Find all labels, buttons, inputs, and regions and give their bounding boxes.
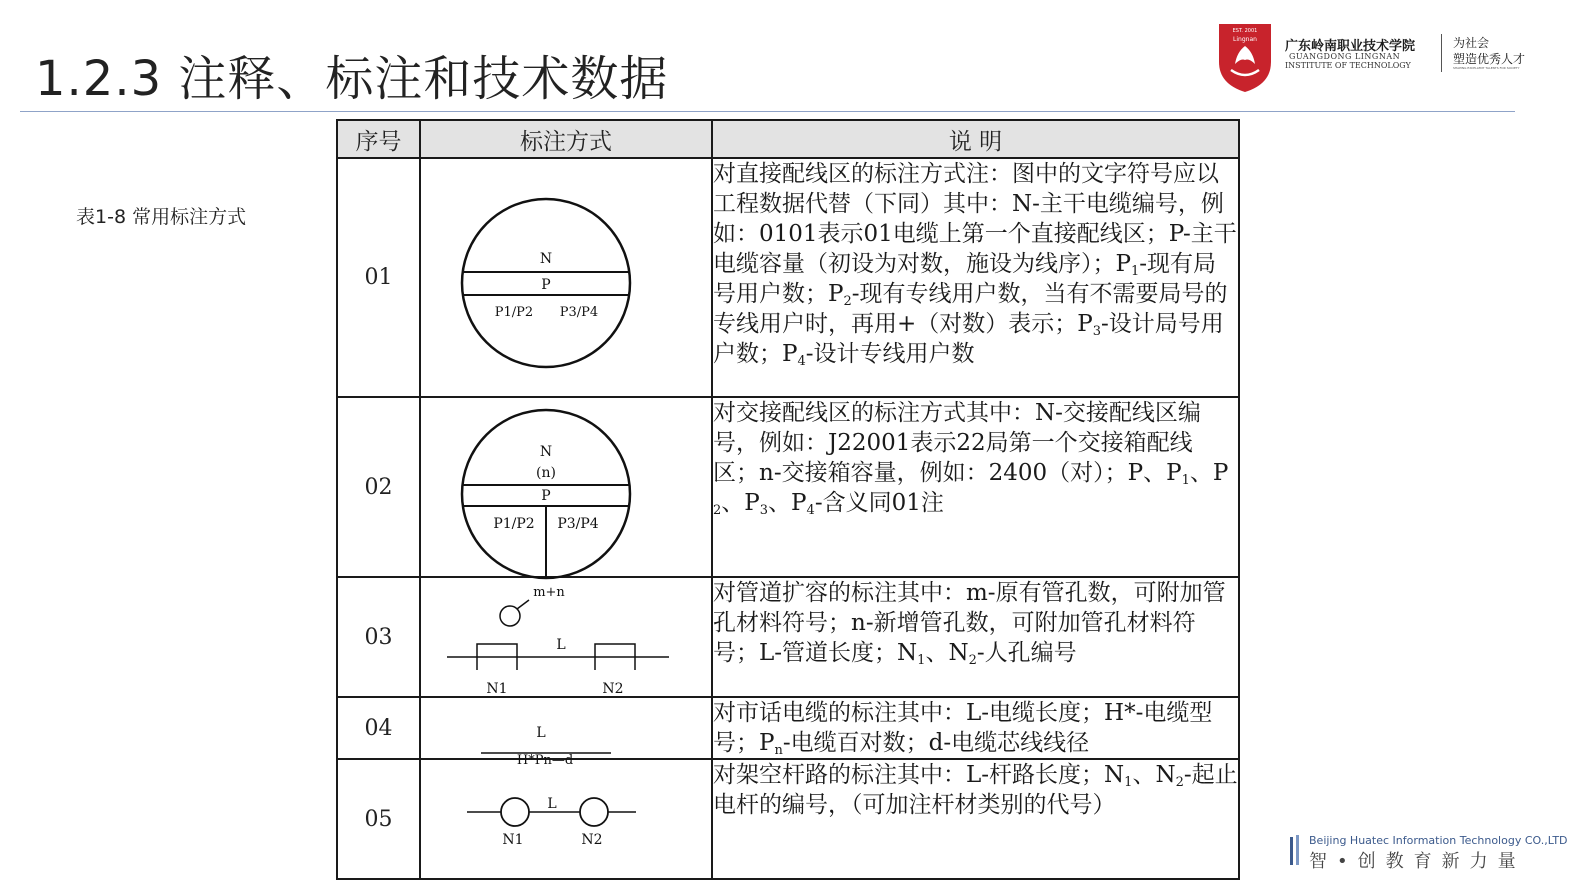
motto-line-2: 塑造优秀人才: [1453, 52, 1526, 66]
footer-brand: [1290, 832, 1568, 872]
label-n1: N1: [486, 681, 508, 697]
label-p3p4: P3/P4: [559, 305, 599, 320]
label-l: L: [547, 796, 557, 812]
cross-connect-symbol: [420, 397, 712, 577]
brand-bars-icon: [1290, 835, 1304, 865]
label-p1p2: P1/P2: [493, 516, 535, 532]
row-seq: 02: [337, 397, 420, 577]
title-divider: [20, 111, 1515, 112]
row-description: 对交接配线区的标注方式其中：N-交接配线区编号，例如：J22001表示22局第一个交接箱配线区；n-交接箱容量，例如：2400（对）；P、$P_1$、$P_2$、$P_3$、$P_4-$含义同01注: [712, 397, 1239, 577]
label-l: L: [556, 637, 566, 653]
table-caption: 表1-8 常用标注方式: [76, 206, 247, 228]
school-name-en-2: INSTITUTE OF TECHNOLOGY: [1285, 61, 1411, 70]
table-header-row: [337, 120, 1239, 158]
label-hpn: H*Pn—d: [516, 753, 574, 768]
label-n1: N1: [502, 832, 524, 848]
header-method: 标注方式: [420, 120, 712, 158]
row-description: 对架空杆路的标注其中：L-杆路长度；$N_1$、$N_2-$起止电杆的编号，（可加注杆材类别的代号）: [712, 759, 1239, 879]
header-description: 说 明: [712, 120, 1239, 158]
label-p3p4: P3/P4: [557, 516, 599, 532]
header-seq: 序号: [337, 120, 420, 158]
row-description: 对市话电缆的标注其中：L-电缆长度；H*-电缆型号；$P_n-$电缆百对数；d-电缆芯线线径: [712, 697, 1239, 759]
cable-symbol: [420, 697, 712, 768]
table-row: [337, 397, 1239, 577]
table-row: [337, 759, 1239, 879]
row-description: 对直接配线区的标注方式注：图中的文字符号应以工程数据代替（下同）其中：N-主干电缆编号，例如：0101表示01电缆上第一个直接配线区；P-主干电缆容量（初设为对数，施设为线序）；$P_1-$现有局号用户数；$P_2-$现有专线用户数，当有不需要局号的专线用户时，再用+（对数）表示；$P_3-$设计局号用户数；$P_4-$设计专线用户数: [712, 158, 1239, 397]
label-p: P: [541, 488, 551, 504]
shield-est-text: EST. 2001: [1232, 28, 1258, 34]
notation-table: [336, 119, 1240, 880]
motto-line-1: 为社会: [1453, 36, 1490, 50]
duct-expansion-symbol: [420, 577, 712, 697]
label-l: L: [536, 725, 546, 741]
row-description: 对管道扩容的标注其中：m-原有管孔数，可附加管孔材料符号；n-新增管孔数，可附加管孔材料符号；L-管道长度；$N_1$、$N_2-$人孔编号: [712, 577, 1239, 697]
table-row: [337, 577, 1239, 697]
motto-en: SHAPING EXCELLENT TALENTS FOR SOCIETY: [1453, 66, 1520, 70]
label-mn: m+n: [533, 585, 565, 600]
row-seq: 01: [337, 158, 420, 397]
row-seq: 03: [337, 577, 420, 697]
label-p1p2: P1/P2: [494, 305, 534, 320]
label-p: P: [541, 277, 551, 293]
school-name-cn: 广东岭南职业技术学院: [1285, 39, 1416, 54]
label-n: N: [539, 251, 553, 267]
label-n2: N2: [602, 681, 624, 697]
school-name-en-1: GUANGDONG LINGNAN: [1289, 52, 1401, 61]
direct-distribution-symbol: [420, 158, 712, 397]
label-n: N: [539, 444, 553, 460]
row-seq: 04: [337, 697, 420, 759]
school-logo: [1217, 22, 1547, 96]
footer-company: Beijing Huatec Information Technology CO.,LTD: [1309, 834, 1568, 847]
table-row: [337, 697, 1239, 759]
pole-line-symbol: [420, 759, 712, 879]
label-n-sub: (n): [536, 465, 556, 481]
row-seq: 05: [337, 759, 420, 879]
shield-name-text: Lingnan: [1233, 36, 1257, 43]
page-title: 1.2.3 注释、标注和技术数据: [35, 51, 669, 107]
table-row: [337, 158, 1239, 397]
logo-divider: [1441, 34, 1442, 72]
label-n2: N2: [581, 832, 603, 848]
footer-slogan: 智•创教育新力量: [1309, 851, 1526, 872]
